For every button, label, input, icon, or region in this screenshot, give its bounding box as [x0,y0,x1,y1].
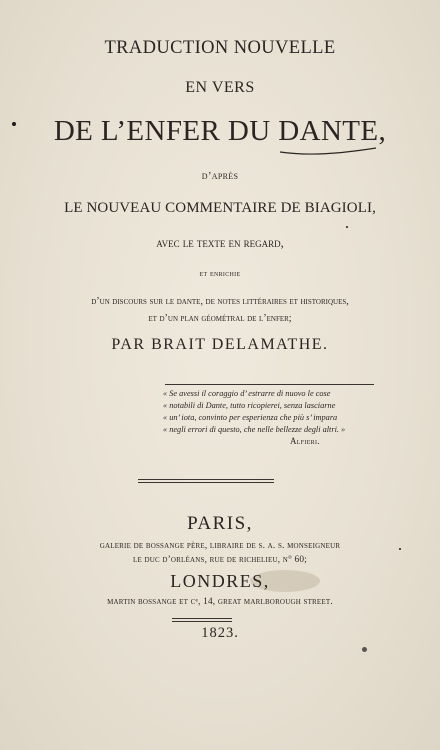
title-line-2: EN VERS [185,79,255,96]
author-line: PAR BRAIT DELAMATHE. [111,336,329,353]
epigraph-rule [165,384,374,385]
subtitle-commentaire: LE NOUVEAU COMMENTAIRE DE BIAGIOLI, [64,200,376,216]
ink-spot [346,226,348,228]
date-rule-thin [172,621,232,622]
subtitle-discours: d’un discours sur le dante, de notes littéraires et historiques, [91,296,349,307]
subtitle-enrichie: et enrichie [199,268,241,278]
imprint-city-paris: PARIS, [187,513,253,534]
epigraph-line-3: « un’ iota, convinto per esperienza che più s’ impara [163,413,338,422]
imprint-publisher-london: martin bossange et cᵉ, 14, great marlborough street. [107,597,333,607]
subtitle-plan: et d’un plan géométral de l’enfer; [148,313,292,324]
epigraph-line-2: « notabili di Dante, tutto ricopierei, senza lasciarne [163,401,336,410]
imprint-publisher-paris-1: galerie de bossange père, libraire de s. a. s. monseigneur [99,541,341,551]
handwritten-underline [278,140,378,160]
divider-rule [138,479,274,480]
imprint-year: 1823. [201,625,239,641]
epigraph-line-1: « Se avessi il coraggio d’ estrarre di nuovo le cose [163,389,331,398]
epigraph-line-4: « negli errori di questo, che nelle bellezze degli altri. » [163,425,346,434]
epigraph-attribution: Alfieri. [290,436,320,446]
date-rule [172,618,232,619]
imprint-city-london: LONDRES, [170,571,270,591]
imprint-publisher-paris-2: le duc d’orléans, rue de richelieu, n° 60; [132,555,307,565]
title-line-1: TRADUCTION NOUVELLE [104,38,336,58]
main-title: DE L’ENFER DU DANTE, [53,115,387,147]
divider-rule-thin [138,482,274,483]
ink-spot [362,647,367,652]
subtitle-texte: avec le texte en regard, [156,236,284,250]
subtitle-dapres: d’après [201,170,239,182]
